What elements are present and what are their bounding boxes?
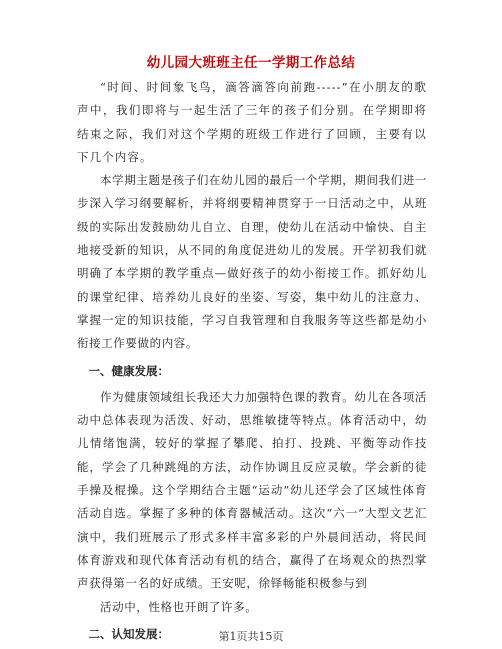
health-paragraph: 作为健康领域组长我还大力加强特色课的教育。幼儿在各项活动中总体表现为活泼、好动，思维敏捷等特点。体育活动中，幼儿情绪饱满，较好的掌握了攀爬、拍打、投跳、平衡等动作技能，学会了几种跳绳的方法，动作协调且反应灵敏。学会新的徒手操及棍操。这个学期结合主题“运动”幼儿还学会了区域性体育活动自选。掌握了多种的体育器械活动。这次“六一”大型文艺汇演中，我们班展示了形式多样丰富多彩的户外晨间活动，将民间体育游戏和现代体育活动有机的结合，赢得了在场观众的热烈掌声获得第一名的好成绩。王安呢，徐铎畅能积极参与到	[77, 389, 427, 591]
page-footer: 第1页共15页	[218, 630, 284, 643]
intro-paragraph: “时间、时间象飞鸟，滴答滴答向前跑-----”在小朋友的歌声中，我们即将与一起生活了三年的孩子们分别。在学期即将结束之际，我们对这个学期的班级工作进行了回顾，主要有以下几个内容。	[77, 80, 427, 164]
body-paragraph-1: 本学期主题是孩子们在幼儿园的最后一个学期，期间我们进一步深入学习纲要解析，并将纲要精神贯穿于一日活动之中，从班级的实际出发鼓励幼儿自立、自理，使幼儿在活动中愉快、自主地接受新的知识，从不同的角度促进幼儿的发展。开学初我们就明确了本学期的教学重点—做好孩子的幼小衔接工作。抓好幼儿的课堂纪律、培养幼儿良好的坐姿、写姿，集中幼儿的注意力、掌握一定的知识技能，学习自我管理和自我服务等这些都是幼小衔接工作要做的内容。	[77, 173, 427, 351]
document-body	[77, 76, 427, 649]
document-title: 幼儿园大班班主任一学期工作总结	[146, 55, 356, 71]
section-heading-health: 一、健康发展：	[88, 363, 169, 378]
health-paragraph-continued: 活动中，性格也开朗了许多。	[100, 599, 258, 614]
section-heading-cognition: 二、认知发展：	[88, 626, 169, 641]
